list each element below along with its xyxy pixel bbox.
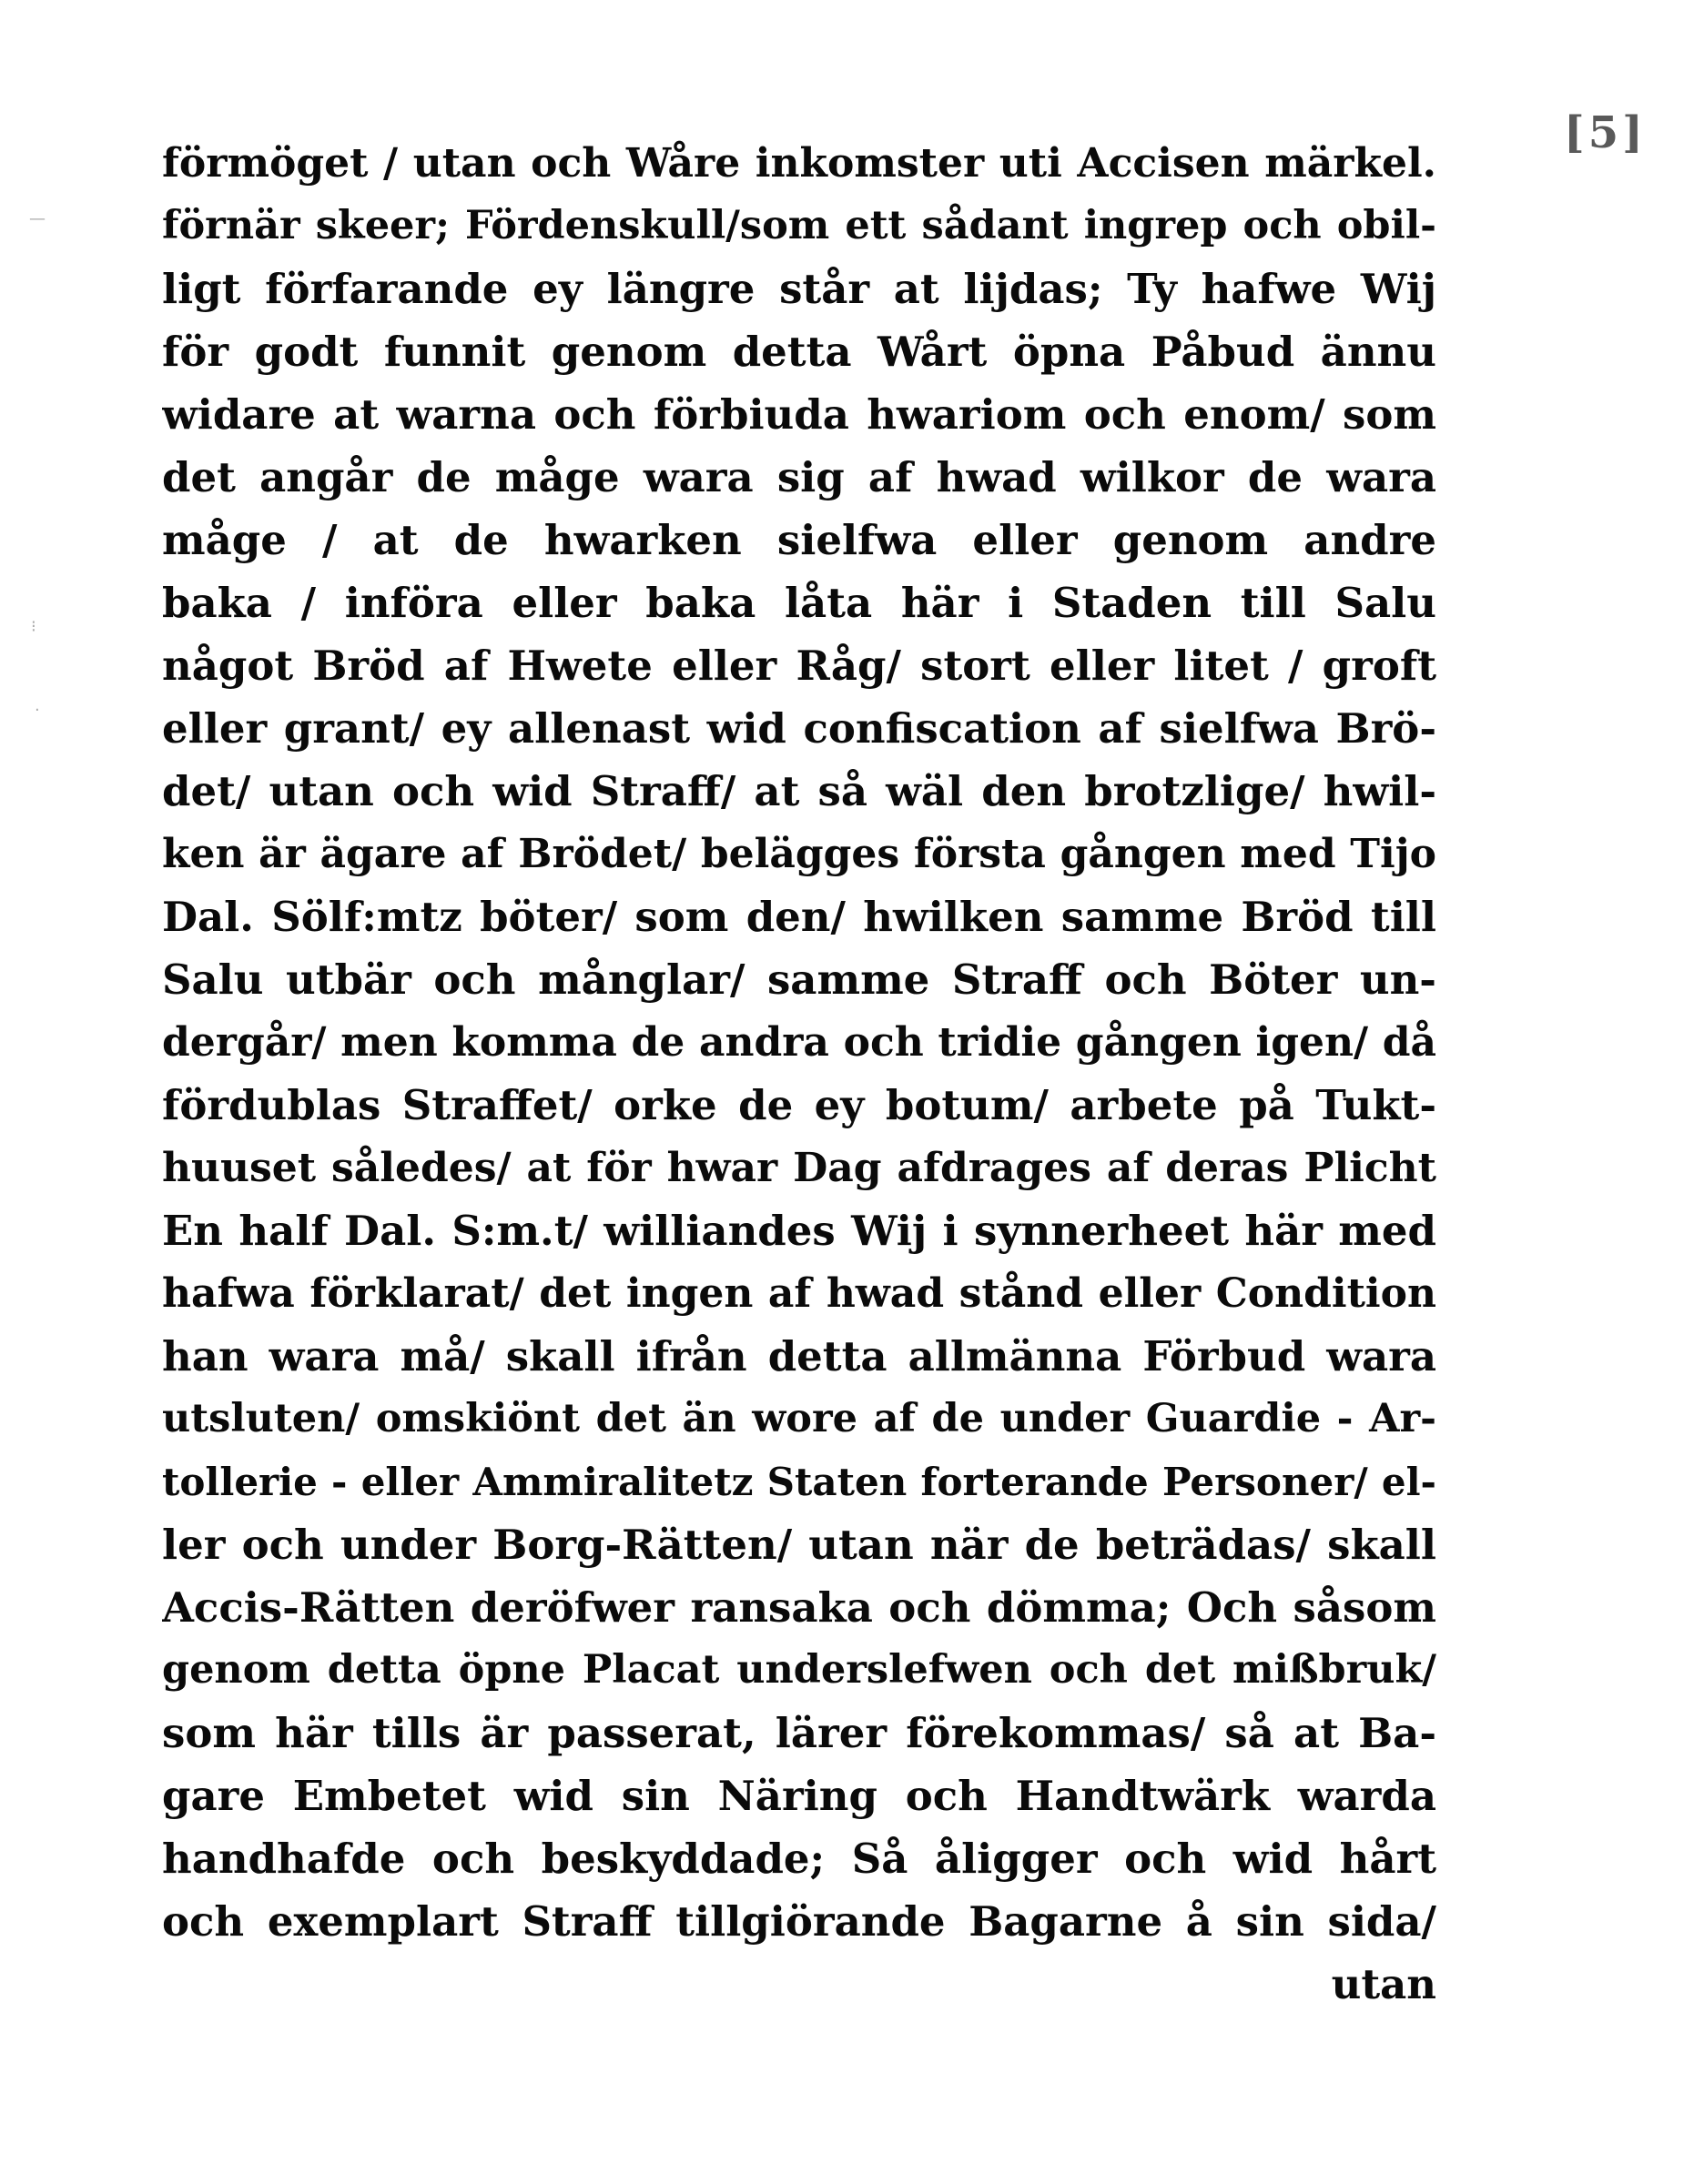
text-line: förnär skeer; Fördenskull/som ett sådant ingrep och obil-: [162, 203, 1436, 248]
text-line: fördublas Straffet/ orke de ey botum/ arbete på Tukt-: [162, 1081, 1436, 1129]
text-line: han wara må/ skall ifrån detta allmänna Förbud wara: [162, 1332, 1436, 1380]
text-line: gare Embetet wid sin Näring och Handtwärk warda: [162, 1772, 1436, 1820]
text-line: hafwa förklarat/ det ingen af hwad stånd eller Condition: [162, 1270, 1436, 1317]
text-line: måge / at de hwarken sielfwa eller genom andre: [162, 516, 1436, 564]
text-line: för godt funnit genom detta Wårt öpna Påbud ännu: [162, 328, 1436, 376]
text-line: genom detta öpne Placat underslefwen och det mißbruk/: [162, 1647, 1436, 1693]
text-line: förmöget / utan och Wåre inkomster uti Accisen märkel.: [162, 140, 1436, 187]
catchword: utan: [1331, 1960, 1436, 2008]
text-line: huuset således/ at för hwar Dag afdrages af deras Plicht: [162, 1145, 1436, 1191]
text-line: Dal. Sölf:mtz böter/ som den/ hwilken samme Bröd till: [162, 893, 1436, 941]
text-line: dergår/ men komma de andra och tridie gången igen/ då: [162, 1019, 1436, 1066]
text-line: ligt förfarande ey längre står at lijdas; Ty hafwe Wij: [162, 265, 1436, 313]
text-line: handhafde och beskyddade; Så åligger och wid hårt: [162, 1835, 1436, 1883]
text-line: det angår de måge wara sig af hwad wilkor de wara: [162, 453, 1436, 501]
text-line: och exemplart Straff tillgiörande Bagarne å sin sida/: [162, 1897, 1436, 1946]
text-line: tollerie - eller Ammiralitetz Staten forterande Personer/ el-: [162, 1460, 1436, 1504]
text-line: baka / införa eller baka låta här i Staden till Salu: [162, 579, 1436, 627]
text-line: Salu utbär och månglar/ samme Straff och Böter un-: [162, 956, 1436, 1004]
page-number: [5]: [1564, 107, 1647, 158]
text-line: något Bröd af Hwete eller Råg/ stort eller litet / groft: [162, 642, 1436, 690]
text-line: det/ utan och wid Straff/ at så wäl den brotzlige/ hwil-: [162, 767, 1436, 815]
text-line: eller grant/ ey allenast wid confiscation af sielfwa Brö-: [162, 704, 1436, 753]
text-line: utsluten/ omskiönt det än wore af de under Guardie - Ar-: [162, 1396, 1436, 1441]
text-line: Accis-Rätten deröfwer ransaka och dömma; Och såsom: [162, 1583, 1436, 1632]
text-line: som här tills är passerat, lärer förekommas/ så at Ba-: [162, 1709, 1436, 1757]
scan-speck: —: [29, 209, 46, 228]
scan-speck: ·: [35, 701, 40, 720]
scan-speck: ⁝: [31, 617, 36, 636]
body-text: [162, 132, 1436, 2016]
text-line: widare at warna och förbiuda hwariom och enom/ som: [162, 390, 1436, 439]
text-line: ler och under Borg-Rätten/ utan när de beträdas/ skall: [162, 1521, 1436, 1569]
text-line: En half Dal. S:m.t/ williandes Wij i synnerheet här med: [162, 1207, 1436, 1255]
text-line: ken är ägare af Brödet/ belägges första gången med Tijo: [162, 831, 1436, 877]
